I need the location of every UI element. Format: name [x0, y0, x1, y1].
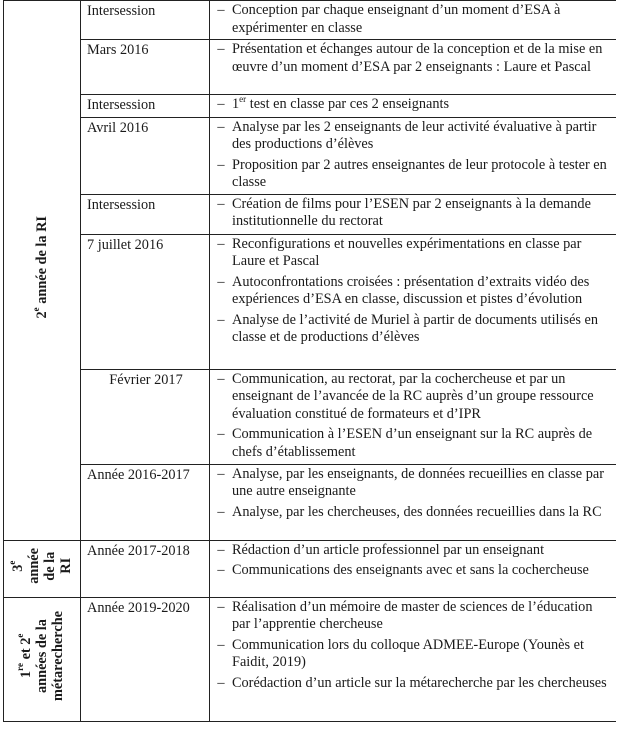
phase-label: [15, 611, 66, 702]
date-cell: Année 2016-2017: [81, 464, 210, 540]
dash-bullet: –: [217, 273, 225, 290]
event-text: Analyse, par les chercheuses, des données recueillies dans la RC: [232, 503, 602, 520]
event-text: Reconfigurations et nouvelles expérimentations en classe par Laure et Pascal: [232, 235, 582, 269]
event-item: [210, 41, 616, 76]
events-cell: [210, 597, 617, 721]
phase-label-cell: [4, 540, 81, 597]
timeline-row: [4, 1, 617, 40]
event-text: Communication à l’ESEN d’un enseignant sur la RC auprès de chefs d’établissement: [232, 426, 593, 460]
event-item: [210, 157, 616, 192]
event-item: [210, 675, 616, 693]
dash-bullet: –: [217, 636, 225, 653]
timeline-row: [4, 234, 617, 369]
timeline-row: [4, 40, 617, 95]
event-text: Analyse par les 2 enseignants de leur activité évaluative à partir des productions d’élèves: [232, 118, 597, 152]
dash-bullet: –: [217, 465, 225, 482]
timeline-row: [4, 597, 617, 721]
phase-label-line: 1re et 2e: [15, 634, 34, 679]
event-text: Proposition par 2 autres enseignantes de leur protocole à tester en classe: [232, 156, 607, 190]
phase-label-line: années de la: [34, 619, 50, 694]
event-item: [210, 196, 616, 231]
phase-label-line: année: [26, 547, 42, 584]
events-cell: [210, 117, 617, 194]
phase-label: [7, 547, 74, 584]
events-cell: [210, 540, 617, 597]
date-cell: 7 juillet 2016: [81, 234, 210, 369]
events-cell: [210, 369, 617, 464]
event-text: Création de films pour l’ESEN par 2 enseignants à la demande institutionnelle du rectorat: [232, 195, 591, 229]
events-cell: [210, 464, 617, 540]
dash-bullet: –: [217, 541, 225, 558]
phase-label-line: 3e: [7, 560, 26, 572]
phase-label-line: de la: [42, 551, 58, 581]
dash-bullet: –: [217, 598, 225, 615]
event-item: [210, 371, 616, 424]
chronology-table: [3, 0, 616, 722]
dash-bullet: –: [217, 311, 225, 328]
dash-bullet: –: [217, 2, 225, 18]
timeline-row: [4, 95, 617, 118]
timeline-row: [4, 369, 617, 464]
event-text: Présentation et échanges autour de la conception et de la mise en œuvre d’un moment d’ESA par 2 enseignants : Laure et Pascal: [232, 41, 603, 75]
event-text: Communication, au rectorat, par la cochercheuse et par un enseignant de l’avancée de la RC auprès d’un groupe ressource évaluation constitué de formateurs et d’IPR: [232, 370, 594, 422]
phase-label-line: 2e année de la RI: [31, 216, 50, 319]
dash-bullet: –: [217, 195, 225, 212]
phase-label-cell: [4, 1, 81, 541]
event-item: [210, 562, 616, 580]
event-text: Corédaction d’un article sur la métarecherche par les chercheuses: [232, 674, 607, 691]
event-text: Analyse, par les enseignants, de données recueillies en classe par une autre enseignante: [232, 465, 604, 499]
phase-label: [31, 216, 50, 319]
date-cell: Février 2017: [81, 369, 210, 464]
event-text: Communications des enseignants avec et sans la cochercheuse: [232, 562, 589, 578]
event-item: [210, 542, 616, 560]
date-cell: Année 2019-2020: [81, 597, 210, 721]
event-text: Réalisation d’un mémoire de master de sciences de l’éducation par l’apprentie chercheuse: [232, 598, 593, 632]
date-cell: Intersession: [81, 95, 210, 118]
event-text: Communication lors du colloque ADMEE-Europe (Younès et Faidit, 2019): [232, 636, 584, 670]
date-cell: Intersession: [81, 194, 210, 234]
timeline-row: [4, 194, 617, 234]
dash-bullet: –: [217, 426, 225, 442]
events-cell: [210, 95, 617, 118]
date-cell: Intersession: [81, 1, 210, 40]
timeline-row: [4, 117, 617, 194]
events-cell: [210, 40, 617, 95]
event-item: [210, 2, 616, 37]
event-item: [210, 119, 616, 154]
phase-label-line: RI: [58, 557, 74, 574]
event-text: Analyse de l’activité de Muriel à partir de documents utilisés en classe et de productions d’élèves: [232, 311, 599, 345]
event-item: [210, 466, 616, 501]
dash-bullet: –: [217, 235, 225, 252]
timeline-row: [4, 540, 617, 597]
phase-label-cell: [4, 597, 81, 721]
event-item: [210, 274, 616, 309]
date-cell: Année 2017-2018: [81, 540, 210, 597]
dash-bullet: –: [217, 370, 225, 387]
dash-bullet: –: [217, 562, 225, 578]
dash-bullet: –: [217, 156, 225, 173]
event-text: Autoconfrontations croisées : présentation d’extraits vidéo des expériences d’ESA en classe, discussion et pistes d’évolution: [232, 273, 590, 307]
events-cell: [210, 194, 617, 234]
dash-bullet: –: [217, 96, 225, 112]
events-cell: [210, 1, 617, 40]
chronology-body: [4, 1, 617, 722]
date-cell: Mars 2016: [81, 40, 210, 95]
dash-bullet: –: [217, 118, 225, 135]
event-item: [210, 312, 616, 347]
event-item: [210, 504, 616, 522]
event-item: [210, 236, 616, 271]
timeline-row: [4, 464, 617, 540]
event-text: 1er test en classe par ces 2 enseignants: [232, 94, 450, 112]
event-item: [210, 599, 616, 634]
dash-bullet: –: [217, 674, 225, 691]
date-cell: Avril 2016: [81, 117, 210, 194]
event-item: [210, 96, 616, 114]
dash-bullet: –: [217, 41, 225, 57]
event-text: Conception par chaque enseignant d’un moment d’ESA à expérimenter en classe: [232, 2, 561, 36]
event-item: [210, 426, 616, 461]
event-item: [210, 637, 616, 672]
phase-label-line: métarecherche: [50, 611, 66, 702]
events-cell: [210, 234, 617, 369]
event-text: Rédaction d’un article professionnel par un enseignant: [232, 541, 545, 558]
dash-bullet: –: [217, 503, 225, 520]
